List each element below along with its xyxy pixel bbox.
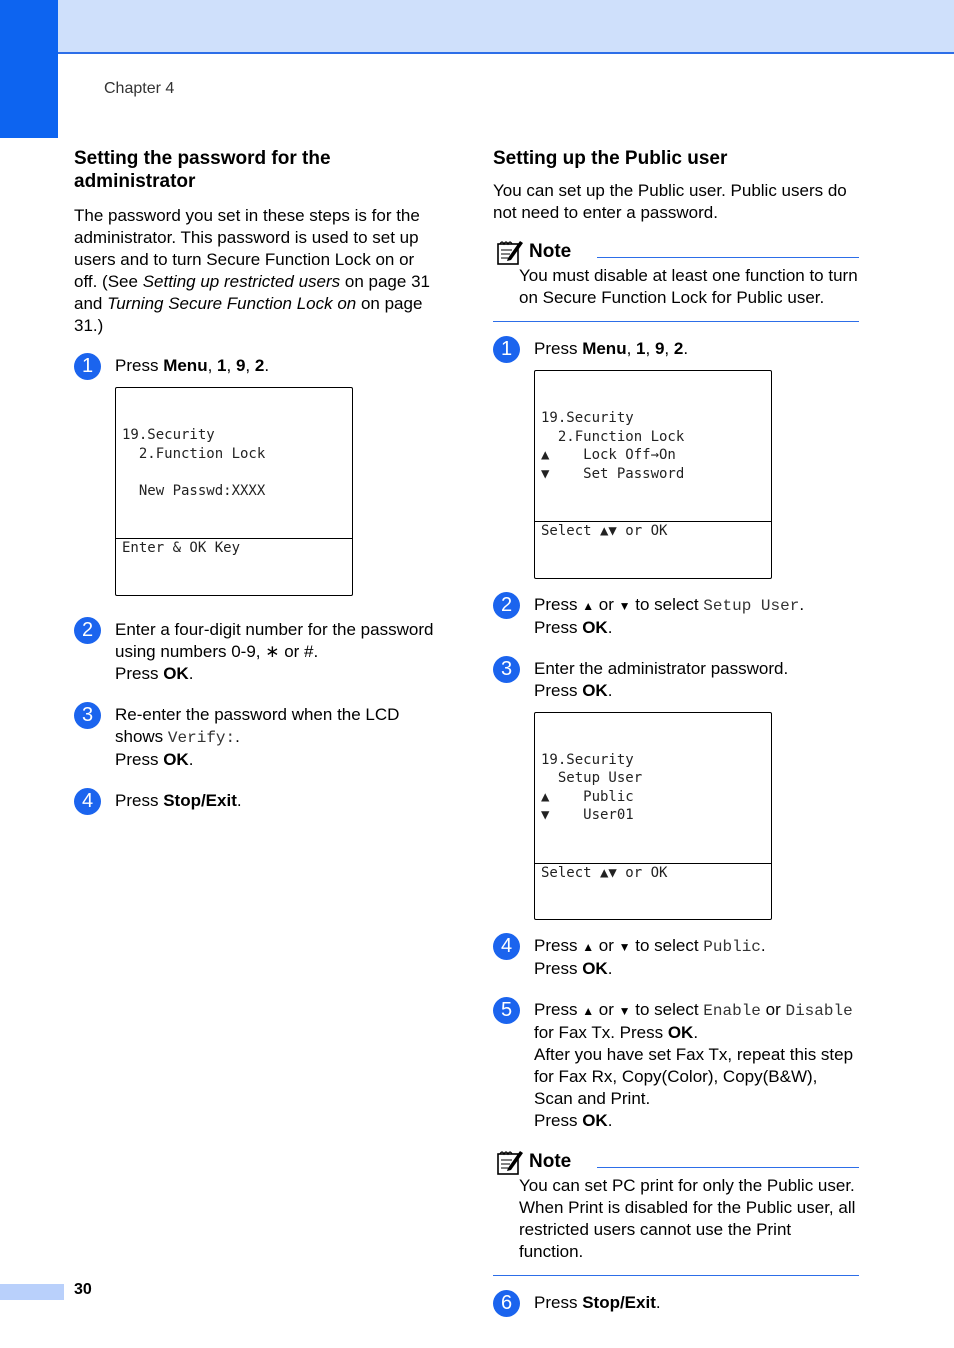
step-number-5: 5	[493, 997, 520, 1024]
step-1-admin: 1 Press Menu, 1, 9, 2.	[74, 355, 440, 377]
note-label: Note	[529, 241, 572, 262]
step-number-1: 1	[493, 336, 520, 363]
note-box-2	[493, 1148, 859, 1276]
step-number-3: 3	[493, 656, 520, 683]
note-bottom-rule	[493, 1275, 859, 1276]
step-1-public: 1 Press Menu, 1, 9, 2.	[493, 338, 859, 360]
step-2-admin: 2 Enter a four-digit number for the password using numbers 0-9, ∗ or #. Press OK.	[74, 619, 440, 685]
lcd-display-function-lock: 19.Security 2.Function Lock ▲ Lock Off→On ▼ Set Password Select ▲▼ or OK	[534, 370, 772, 579]
section-heading-admin-password: Setting the password for the administrator	[74, 148, 331, 192]
right-column	[493, 147, 859, 1314]
public-intro: You can set up the Public user. Public users do not need to enter a password.	[493, 181, 847, 222]
step-number-6: 6	[493, 1290, 520, 1317]
step-4-admin: 4 Press Stop/Exit.	[74, 790, 440, 812]
arrow-up-icon: ▲	[582, 1004, 595, 1018]
step-number-4: 4	[493, 933, 520, 960]
lcd-display-new-password: 19.Security 2.Function Lock New Passwd:XXXX Enter & OK Key	[115, 387, 353, 596]
note-bottom-rule	[493, 321, 859, 322]
step-2-public: 2 Press ▲ or ▼ to select Setup User. Press OK.	[493, 594, 859, 639]
note-box-1	[493, 238, 859, 322]
note-text-1: You must disable at least one function to turn on Secure Function Lock for Public user.	[519, 266, 858, 307]
xref-restricted-users: Setting up restricted users	[142, 272, 341, 291]
step-number-3: 3	[74, 702, 101, 729]
step-5-public: 5 Press ▲ or ▼ to select Enable or Disable for Fax Tx. Press OK. After you have set Fax Tx, repeat this step for Fax Rx, Copy(Color), Copy(B&W), Scan and Print. Press OK.	[493, 999, 859, 1132]
arrow-up-icon: ▲	[582, 598, 595, 613]
arrow-down-icon: ▼	[618, 940, 631, 954]
left-column	[74, 147, 440, 812]
note-pencil-icon	[496, 238, 524, 266]
chapter-label: Chapter 4	[104, 80, 175, 97]
step-4-public: 4 Press ▲ or ▼ to select Public. Press OK.	[493, 935, 859, 980]
section-heading-public-user: Setting up the Public user	[493, 148, 728, 169]
arrow-down-icon: ▼	[618, 1004, 631, 1018]
header-band	[0, 0, 954, 54]
arrow-down-icon: ▼	[618, 598, 631, 613]
note-text-2: You can set PC print for only the Public user. When Print is disabled for the Public user, all restricted users cannot use the Print function.	[519, 1176, 856, 1261]
step-number-2: 2	[493, 592, 520, 619]
step-number-2: 2	[74, 617, 101, 644]
admin-intro: The password you set in these steps is for the administrator. This password is used to set up users and to turn Secure Function Lock on or off. (See Setting up restricted users on page 31 and Turning Secure Function Lock on on page 31.)	[74, 206, 430, 335]
step-number-4: 4	[74, 788, 101, 815]
note-label: Note	[529, 1151, 572, 1172]
note-top-rule	[597, 257, 859, 258]
xref-turning-lock-on: Turning Secure Function Lock on	[107, 294, 357, 313]
step-number-1: 1	[74, 353, 101, 380]
step-3-public: 3 Enter the administrator password. Press OK.	[493, 658, 859, 702]
step-3-admin: 3 Re-enter the password when the LCD shows Verify:. Press OK.	[74, 704, 440, 771]
note-pencil-icon	[496, 1148, 524, 1176]
lcd-display-setup-user: 19.Security Setup User ▲ Public ▼ User01 Select ▲▼ or OK	[534, 712, 772, 921]
note-top-rule	[597, 1167, 859, 1168]
step-6-public: 6 Press Stop/Exit.	[493, 1292, 859, 1314]
chapter-tab	[0, 0, 58, 138]
page-number-tab	[0, 1284, 64, 1300]
page-number: 30	[74, 1281, 92, 1298]
arrow-up-icon: ▲	[582, 940, 595, 954]
